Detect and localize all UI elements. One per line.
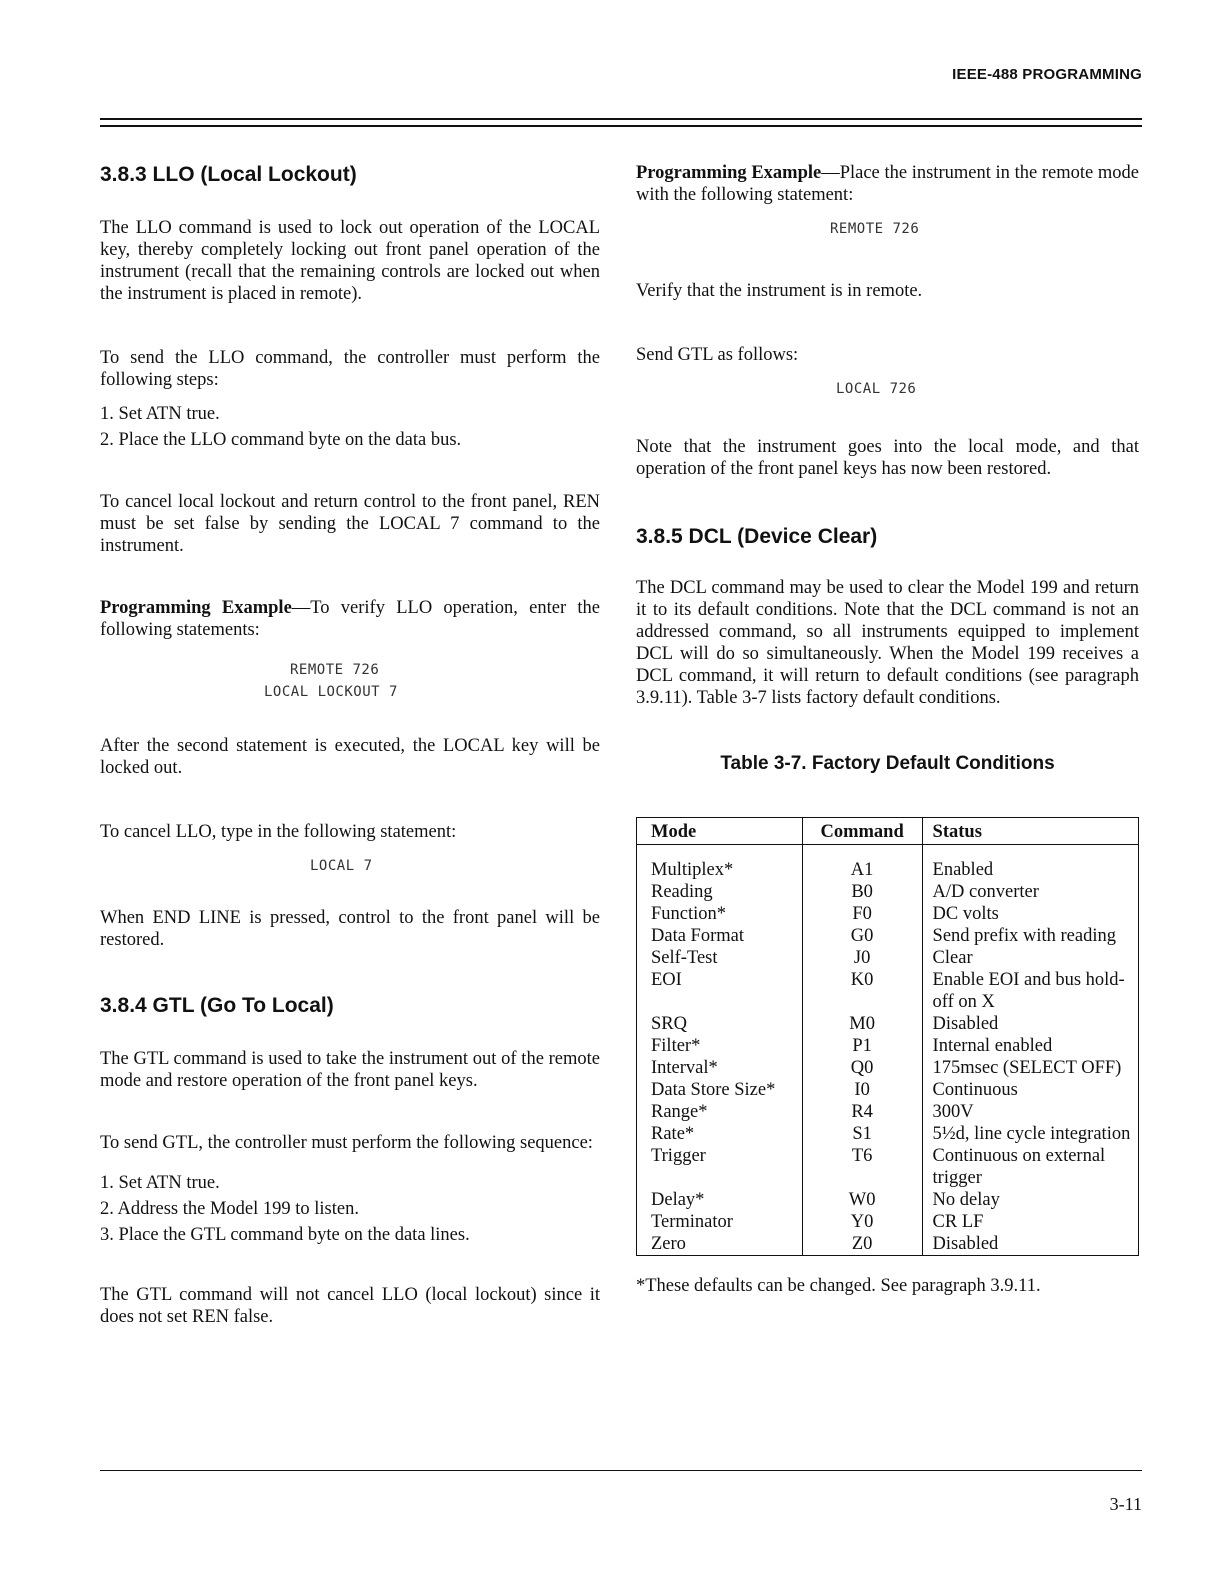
cell-command: P1 (802, 1035, 922, 1057)
cell-mode: Data Format (651, 926, 744, 947)
cell-mode: Range* (651, 1102, 708, 1123)
llo-paragraph-4: After the second statement is executed, the LOCAL key will be locked out. (100, 736, 600, 779)
cell-mode: EOI (651, 970, 682, 991)
section-heading-dcl: 3.8.5 DCL (Device Clear) (636, 525, 878, 548)
llo-paragraph-6: When END LINE is pressed, control to the front panel will be restored. (100, 908, 600, 951)
gtl-paragraph-4: Verify that the instrument is in remote. (636, 281, 923, 301)
table-row (637, 969, 1139, 1013)
cell-status: No delay (922, 1189, 1138, 1211)
cell-mode: Function* (651, 904, 727, 925)
cell-mode: Multiplex* (651, 860, 734, 881)
table-row (637, 1123, 1139, 1145)
table-row (637, 1233, 1139, 1256)
cell-command: K0 (802, 969, 922, 1013)
cell-status: Clear (922, 947, 1138, 969)
llo-paragraph-5: To cancel LLO, type in the following statement: (100, 822, 457, 843)
cell-status: Disabled (922, 1013, 1138, 1035)
page-number: 3-11 (1109, 1494, 1142, 1514)
table-spacer-row (637, 845, 1139, 860)
footer-rule (100, 1470, 1142, 1471)
table-row (637, 1211, 1139, 1233)
cell-command: Y0 (802, 1211, 922, 1233)
cell-mode: Terminator (651, 1212, 733, 1233)
table-row (637, 1057, 1139, 1079)
cell-command: F0 (802, 903, 922, 925)
cell-status: Internal enabled (922, 1035, 1138, 1057)
programming-example-lead: Programming Example (636, 163, 822, 183)
cell-status: Send prefix with reading (922, 925, 1138, 947)
programming-example-lead: Programming Example (100, 598, 292, 619)
table-header-row (637, 818, 1139, 845)
cell-mode: Zero (651, 1234, 686, 1255)
table-row (637, 947, 1139, 969)
cell-command: J0 (802, 947, 922, 969)
table-row (637, 925, 1139, 947)
cell-status: A/D converter (922, 881, 1138, 903)
cell-mode: Delay* (651, 1190, 705, 1211)
column-header-mode: Mode (637, 818, 803, 845)
running-head: IEEE-488 PROGRAMMING (952, 66, 1142, 83)
code-line: REMOTE 726 (290, 662, 380, 679)
cell-status: 175msec (SELECT OFF) (922, 1057, 1138, 1079)
table-row (637, 1189, 1139, 1211)
cell-status: 5½d, line cycle integration (922, 1123, 1138, 1145)
cell-status: Continuous on external trigger (922, 1145, 1138, 1189)
cell-command: Q0 (802, 1057, 922, 1079)
section-heading-gtl: 3.8.4 GTL (Go To Local) (100, 994, 334, 1018)
header-rule-lower (100, 125, 1142, 127)
dcl-paragraph-1: The DCL command may be used to clear the Model 199 and return it to its default conditions. Note that the DCL command is not an addressed command, so all instruments equipped to implement DCL will do so simultaneously. When the Model 199 receives a DCL command, it will return to default conditions (see paragraph 3.9.11). Table 3-7 lists factory default conditions. (636, 578, 1139, 709)
cell-status: 300V (922, 1101, 1138, 1123)
table-row (637, 859, 1139, 881)
cell-status: Enable EOI and bus hold-off on X (922, 969, 1138, 1013)
cell-status: Continuous (922, 1079, 1138, 1101)
gtl-paragraph-3: The GTL command will not cancel LLO (local lockout) since it does not set REN false. (100, 1285, 600, 1328)
factory-defaults-table (636, 817, 1139, 1256)
programming-example-text: —To verify LLO operation, enter the following statements: (100, 598, 600, 641)
cell-mode: Data Store Size* (651, 1080, 776, 1101)
cell-status: DC volts (922, 903, 1138, 925)
llo-steps-list (100, 403, 600, 451)
code-line: LOCAL 7 (310, 858, 373, 875)
cell-mode: SRQ (651, 1014, 687, 1035)
cell-mode: Self-Test (651, 948, 718, 969)
gtl-paragraph-5: Send GTL as follows: (636, 345, 799, 365)
column-header-command: Command (802, 818, 922, 845)
gtl-programming-example (636, 162, 1139, 206)
table-row (637, 881, 1139, 903)
table-body (637, 845, 1139, 1256)
llo-paragraph-2: To send the LLO command, the controller must perform the following steps: (100, 348, 600, 391)
cell-command: A1 (802, 859, 922, 881)
list-item: 3. Place the GTL command byte on the data lines. (100, 1225, 470, 1246)
llo-paragraph-3: To cancel local lockout and return control to the front panel, REN must be set false by sending the LOCAL 7 command to the instrument. (100, 492, 600, 557)
left-column (100, 162, 600, 1328)
cell-command: M0 (802, 1013, 922, 1035)
list-item: 2. Place the LLO command byte on the data bus. (100, 430, 462, 451)
cell-mode: Interval* (651, 1058, 718, 1079)
programming-example-text: —Place the instrument in the remote mode with the following statement: (636, 163, 1139, 205)
cell-mode: Rate* (651, 1124, 695, 1145)
list-item: 1. Set ATN true. (100, 404, 220, 425)
llo-programming-example (100, 597, 600, 641)
gtl-paragraph-6: Note that the instrument goes into the local mode, and that operation of the front panel keys has now been restored. (636, 437, 1139, 479)
list-item: 2. Address the Model 199 to listen. (100, 1199, 359, 1220)
list-item: 1. Set ATN true. (100, 1173, 220, 1194)
cell-command: R4 (802, 1101, 922, 1123)
cell-command: G0 (802, 925, 922, 947)
cell-command: B0 (802, 881, 922, 903)
code-line: LOCAL 726 (836, 381, 917, 397)
cell-mode: Reading (651, 882, 713, 903)
table-row (637, 1035, 1139, 1057)
cell-command: Z0 (802, 1233, 922, 1256)
cell-mode: Trigger (651, 1146, 706, 1167)
code-line: LOCAL LOCKOUT 7 (264, 684, 398, 701)
table-caption: Table 3-7. Factory Default Conditions (720, 753, 1055, 775)
right-column (636, 162, 1139, 1297)
table-row (637, 1079, 1139, 1101)
code-line: REMOTE 726 (830, 221, 920, 237)
table-row (637, 1145, 1139, 1189)
table-row (637, 903, 1139, 925)
cell-command: T6 (802, 1145, 922, 1189)
cell-status: Disabled (922, 1233, 1138, 1256)
column-header-status: Status (922, 818, 1138, 845)
cell-status: CR LF (922, 1211, 1138, 1233)
cell-command: W0 (802, 1189, 922, 1211)
section-heading-llo: 3.8.3 LLO (Local Lockout) (100, 163, 357, 186)
table-footnote: *These defaults can be changed. See paragraph 3.9.11. (636, 1276, 1041, 1297)
cell-status: Enabled (922, 859, 1138, 881)
cell-mode: Filter* (651, 1036, 701, 1057)
gtl-steps-list (100, 1172, 600, 1246)
cell-command: I0 (802, 1079, 922, 1101)
gtl-paragraph-2: To send GTL, the controller must perform the following sequence: (100, 1133, 593, 1154)
gtl-paragraph-1: The GTL command is used to take the instrument out of the remote mode and restore operation of the front panel keys. (100, 1049, 600, 1092)
llo-paragraph-1: The LLO command is used to lock out operation of the LOCAL key, thereby completely locking out front panel operation of the instrument (recall that the remaining controls are locked out when the instrument is placed in remote). (100, 218, 600, 305)
table-row (637, 1101, 1139, 1123)
cell-command: S1 (802, 1123, 922, 1145)
header-rule-upper (100, 118, 1142, 120)
table-row (637, 1013, 1139, 1035)
